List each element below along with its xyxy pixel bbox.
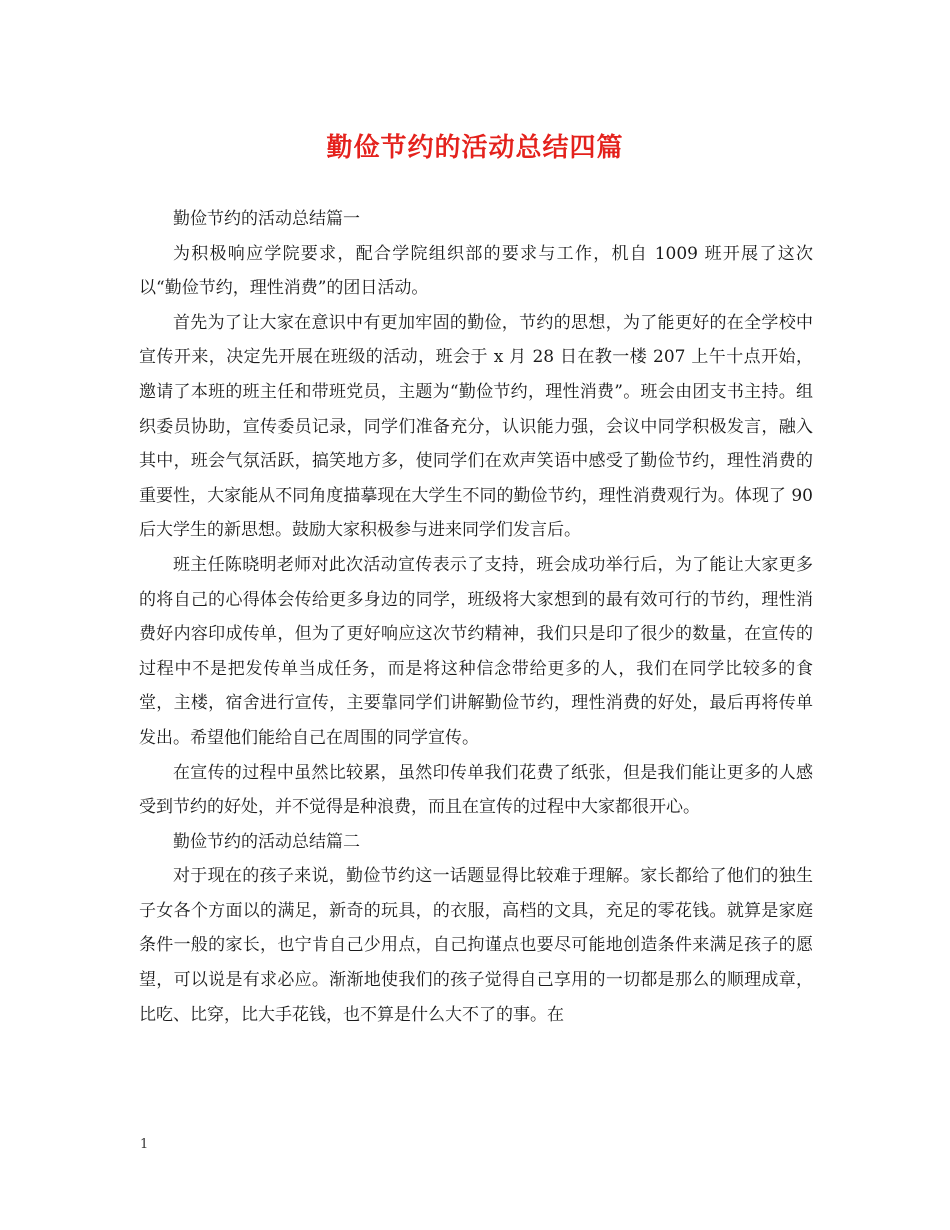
paragraph: 在宣传的过程中虽然比较累，虽然印传单我们花费了纸张，但是我们能让更多的人感受到节约的好处，并不觉得是种浪费，而且在宣传的过程中大家都很开心。 [139, 762, 813, 818]
paragraph: 为积极响应学院要求，配合学院组织部的要求与工作，机自 1009 班开展了这次以“勤俭节约，理性消费”的团日活动。 [139, 243, 813, 299]
document-title: 勤俭节约的活动总结四篇 [326, 133, 624, 163]
paragraph: 首先为了让大家在意识中有更加牢固的勤俭，节约的思想，为了能更好的在全学校中宣传开来，决定先开展在班级的活动，班会于 x 月 28 日在教一楼 207 上午十点开始，邀请了本班的班主任和带班党员，主题为“勤俭节约，理性消费”。班会由团支书主持。组织委员协助，宣传委员记录，同学们准备充分，认识能力强，会议中同学积极发言，融入其中，班会气氛活跃，搞笑地方多，使同学们在欢声笑语中感受了勤俭节约，理性消费的重要性，大家能从不同角度描摹现在大学生不同的勤俭节约，理性消费观行为。体现了 90 后大学生的新思想。鼓励大家积极参与进来同学们发言后。 [139, 312, 813, 541]
document-body [139, 202, 813, 1032]
paragraph: 对于现在的孩子来说，勤俭节约这一话题显得比较难于理解。家长都给了他们的独生子女各个方面以的满足，新奇的玩具，的衣服，高档的文具，充足的零花钱。就算是家庭条件一般的家长，也宁肯自己少用点，自己拘谨点也要尽可能地创造条件来满足孩子的愿望，可以说是有求必应。渐渐地使我们的孩子觉得自己享用的一切都是那么的顺理成章，比吃、比穿，比大手花钱，也不算是什么大不了的事。在 [139, 866, 813, 1025]
page-number: 1 [140, 1137, 149, 1152]
paragraph: 班主任陈晓明老师对此次活动宣传表示了支持，班会成功举行后，为了能让大家更多的将自己的心得体会传给更多身边的同学，班级将大家想到的最有效可行的节约，理性消费好内容印成传单，但为了更好响应这次节约精神，我们只是印了很少的数量，在宣传的过程中不是把发传单当成任务，而是将这种信念带给更多的人，我们在同学比较多的食堂，主楼，宿舍进行宣传，主要靠同学们讲解勤俭节约，理性消费的好处，最后再将传单发出。希望他们能给自己在周围的同学宣传。 [139, 554, 813, 748]
section-heading-2: 勤俭节约的活动总结篇二 [173, 831, 360, 852]
section-heading-1: 勤俭节约的活动总结篇一 [173, 209, 360, 229]
